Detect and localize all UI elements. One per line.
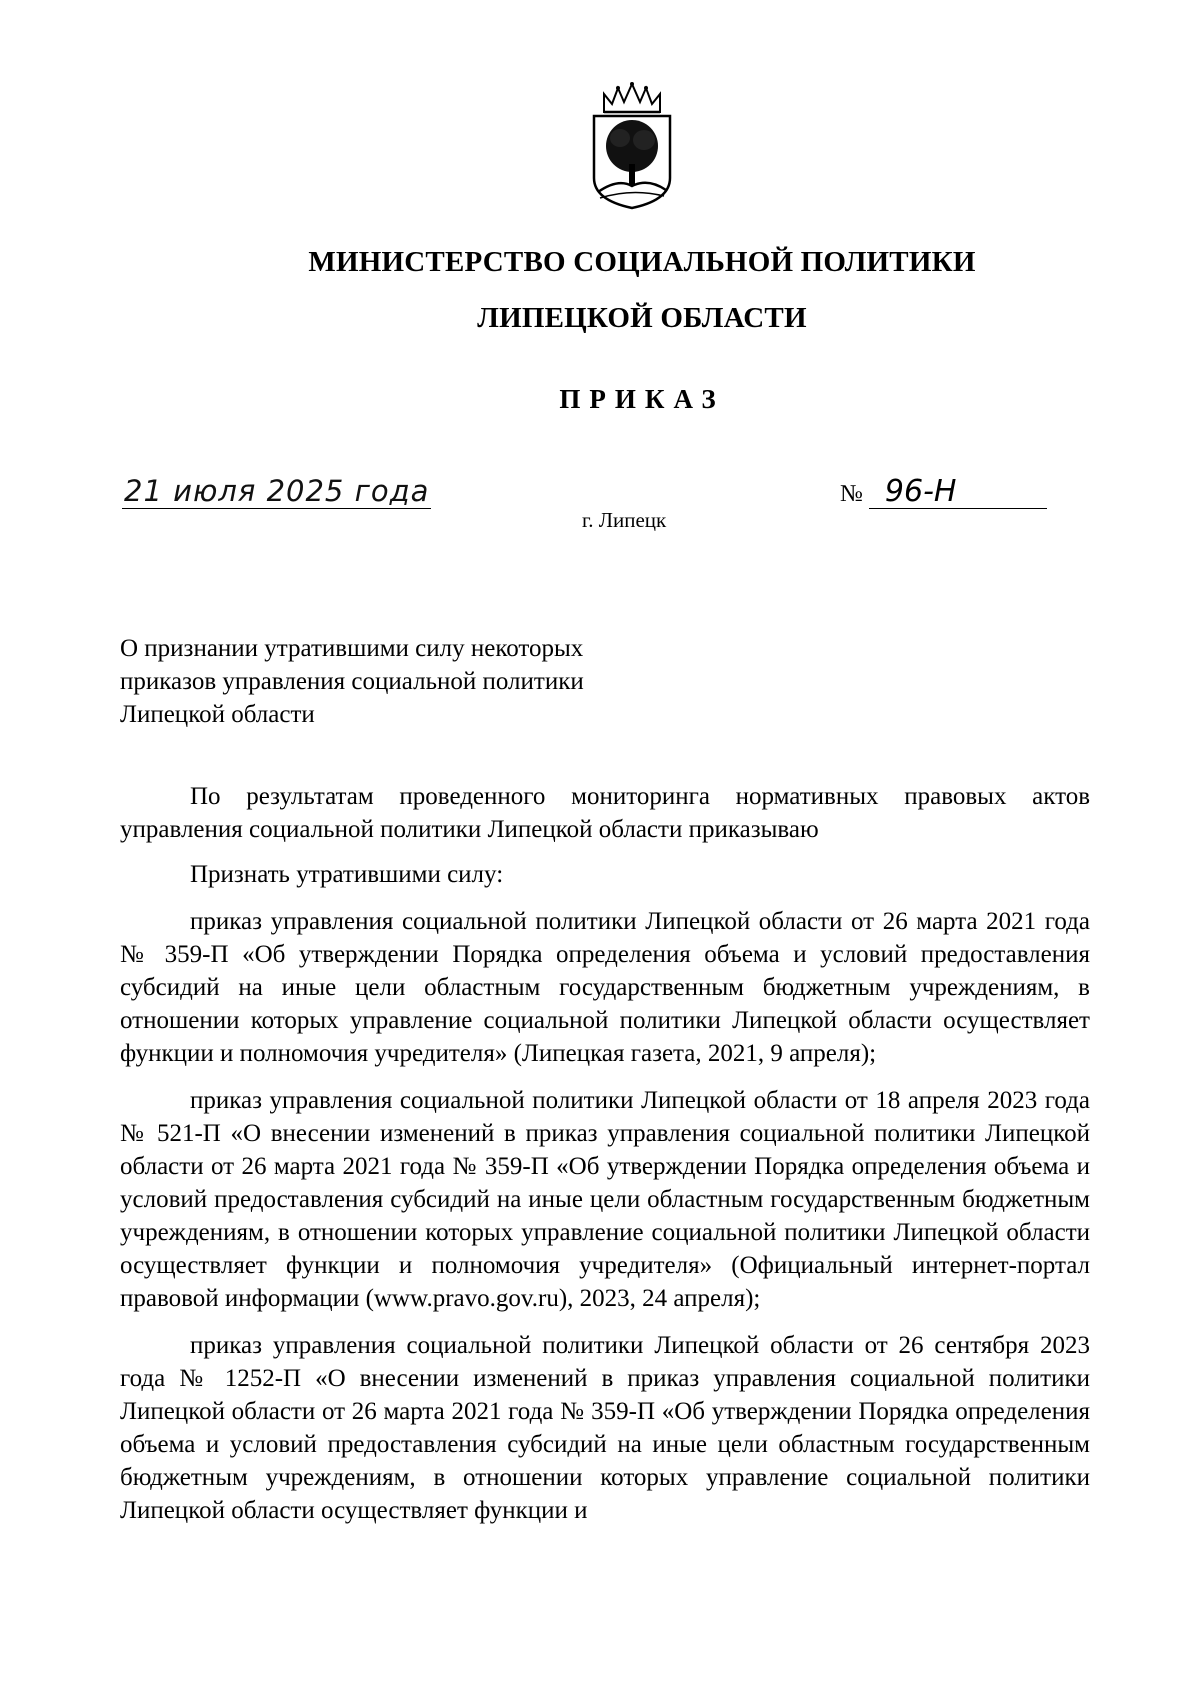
subject-line: приказов управления социальной политики — [120, 668, 584, 695]
body-paragraph-preamble: По результатам проведенного мониторинга нормативных правовых актов управления социальной политики Липецкой области приказываю — [120, 783, 1090, 843]
coat-of-arms-icon — [588, 82, 676, 212]
body-paragraph-item-2: приказ управления социальной политики Липецкой области от 18 апреля 2023 года № 521-П «О внесении изменений в приказ управления социальной политики Липецкой области от 26 марта 2021 года № 359-П «Об утверждении Порядка определения объема и условий предоставления субсидий на иные цели областным государственным бюджетным учреждениям, в отношении которых управление социальной политики Липецкой области осуществляет функции и полномочия учредителя» (Официальный интернет-портал правовой информации (www.pravo.gov.ru), 2023, 24 апреля); — [120, 1087, 1090, 1312]
document-type: ПРИКАЗ — [559, 384, 725, 414]
number-sign: № — [840, 481, 863, 507]
subject-line: О признании утратившими силу некоторых — [120, 635, 584, 662]
handwritten-date: 21 июля 2025 года — [124, 474, 430, 508]
body-paragraph-item-3: приказ управления социальной политики Липецкой области от 26 сентября 2023 года № 1252-П «О внесении изменений в приказ управления социальной политики Липецкой области от 26 марта 2021 года № 359-П «Об утверждении Порядка определения объема и условий предоставления субсидий на иные цели областным государственным бюджетным учреждениям, в отношении которых управление социальной политики Липецкой области осуществляет функции и — [120, 1332, 1090, 1524]
order-subject — [120, 632, 720, 731]
ministry-name-line1: МИНИСТЕРСТВО СОЦИАЛЬНОЙ ПОЛИТИКИ — [308, 246, 976, 278]
order-number — [840, 476, 1047, 509]
body-paragraph-decision: Признать утратившими силу: — [190, 861, 504, 888]
handwritten-number: 96-Н — [869, 476, 1047, 509]
order-body — [120, 780, 1090, 1527]
city-label: г. Липецк — [582, 508, 667, 532]
subject-line: Липецкой области — [120, 701, 315, 728]
body-paragraph-item-1: приказ управления социальной политики Липецкой области от 26 марта 2021 года № 359-П «Об утверждении Порядка определения объема и условий предоставления субсидий на иные цели областным государственным бюджетным учреждениям, в отношении которых управление социальной политики Липецкой области осуществляет функции и полномочия учредителя» (Липецкая газета, 2021, 9 апреля); — [120, 908, 1090, 1067]
ministry-name-line2: ЛИПЕЦКОЙ ОБЛАСТИ — [477, 302, 807, 334]
